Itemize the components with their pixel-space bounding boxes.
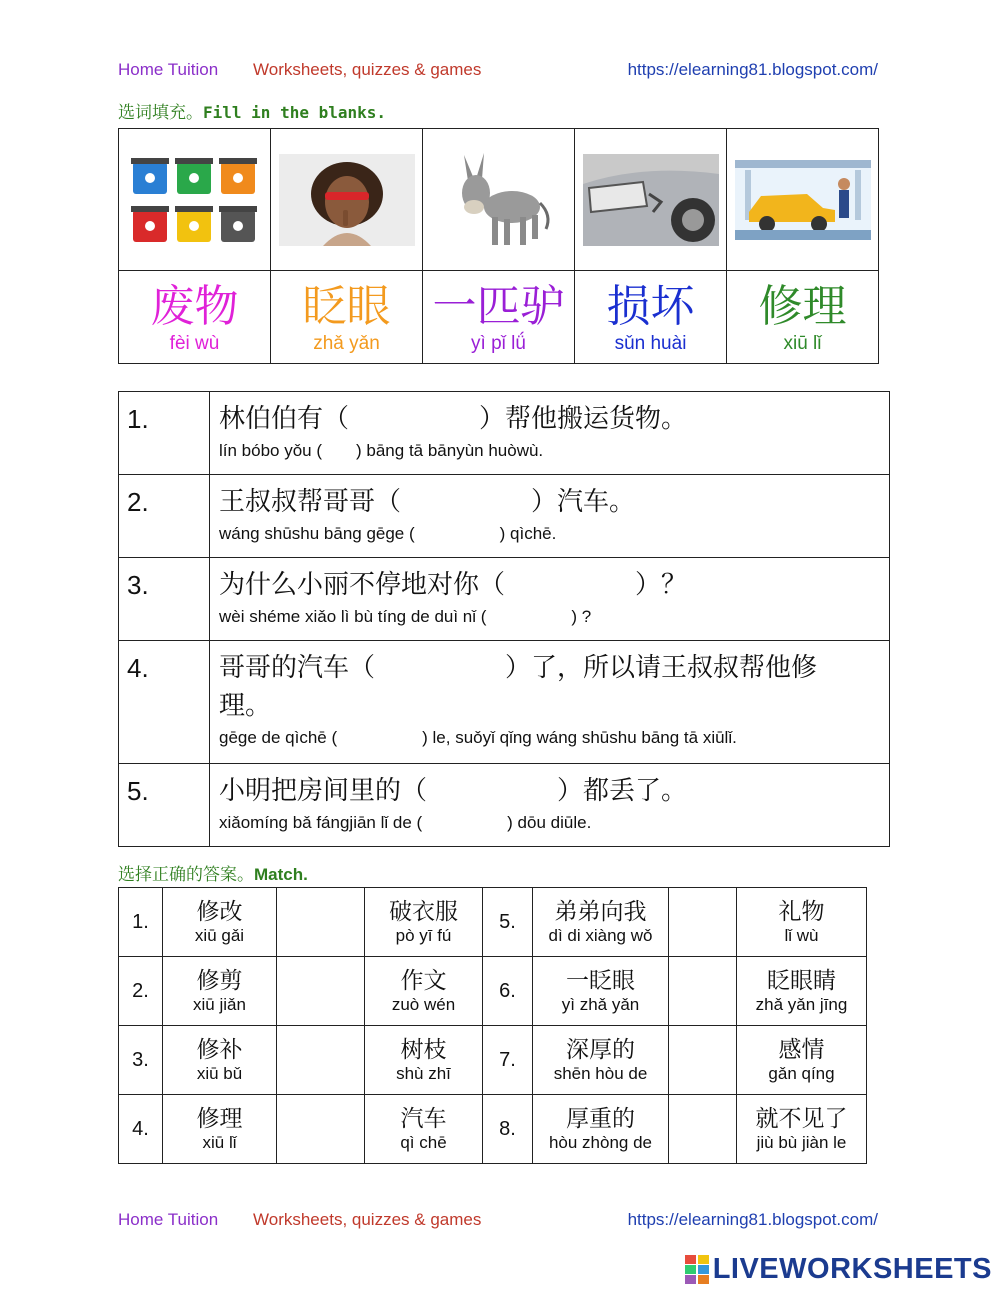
worksheets-link[interactable]: Worksheets, quizzes & games [253,1210,482,1229]
match-pinyin: pò yī fú [395,926,452,945]
vocab-word: 一匹驴 [432,281,565,332]
match-blank[interactable] [277,1026,365,1095]
match-blank[interactable] [669,888,737,957]
match-blank[interactable] [277,957,365,1026]
liveworksheets-logo-text: LIVEWORKSHEETS [712,1253,992,1285]
match-left-item[interactable] [163,1095,277,1164]
match-pinyin: shēn hòu de [553,1064,648,1083]
worksheets-link[interactable]: Worksheets, quizzes & games [253,60,482,79]
home-tuition-link[interactable]: Home Tuition [118,60,219,79]
match-pinyin: xiū bǔ [196,1064,243,1083]
vocab-pinyin: sǔn huài [614,333,687,354]
match-word: 修理 [196,1105,243,1131]
match-pinyin: shù zhī [396,1064,451,1083]
question-number: 2. [119,475,210,558]
page-header [118,60,878,84]
match-number: 4. [119,1095,163,1164]
question-cell [210,641,890,764]
vocab-word-cell-3 [423,271,575,364]
match-blank[interactable] [669,957,737,1026]
match-pinyin: zuò wén [391,995,456,1014]
match-pinyin: lǐ wù [784,926,819,945]
match-left-item[interactable] [163,888,277,957]
question-pinyin: gēge de qìchē ( ) le, suǒyǐ qǐng wáng shūshu bāng tā xiūlǐ. [219,728,737,747]
section-title-fill [118,98,386,123]
vocab-picture-cell [727,129,879,271]
match-pinyin: gǎn qíng [768,1064,835,1083]
page-footer [118,1210,878,1234]
match-word: 一眨眼 [566,967,635,993]
match-right-item[interactable] [365,957,483,1026]
question-number: 1. [119,392,210,475]
vocab-word: 废物 [150,281,239,332]
match-number: 2. [119,957,163,1026]
match-left-item[interactable] [533,957,669,1026]
match-number: 3. [119,1026,163,1095]
match-number: 1. [119,888,163,957]
match-right-item[interactable] [737,1095,867,1164]
match-pinyin: jiù bù jiàn le [756,1133,847,1152]
question-number: 3. [119,558,210,641]
match-number: 5. [483,888,533,957]
vocab-pinyin: yì pǐ lǘ [471,333,526,354]
match-left-item[interactable] [163,957,277,1026]
match-pinyin: xiū jiǎn [193,995,246,1014]
match-blank[interactable] [669,1026,737,1095]
vocab-word: 眨眼 [302,281,391,332]
match-left-item[interactable] [163,1026,277,1095]
vocab-picture-cell [575,129,727,271]
vocab-pinyin: zhǎ yǎn [313,333,380,354]
match-number: 7. [483,1026,533,1095]
vocab-word: 修理 [758,281,847,332]
section-title-fill-zh: 选词填充。 [118,103,203,122]
match-word: 修补 [196,1036,243,1062]
question-cell [210,764,890,847]
question-cell [210,392,890,475]
home-tuition-link[interactable]: Home Tuition [118,1210,219,1229]
fill-blanks-table [118,391,890,847]
winking-woman-icon [279,154,415,246]
match-word: 修改 [196,898,243,924]
match-left-item[interactable] [533,1095,669,1164]
match-left-item[interactable] [533,1026,669,1095]
vocab-picture-cell [119,129,271,271]
car-repair-icon [735,160,871,240]
match-right-item[interactable] [737,1026,867,1095]
match-blank[interactable] [277,888,365,957]
section-title-match-en: Match. [254,865,308,884]
question-pinyin: xiǎomíng bǎ fángjiān lǐ de ( ) dōu diūle. [219,813,592,832]
vocab-picture-cell [271,129,423,271]
match-pinyin: zhǎ yǎn jīng [755,995,848,1014]
question-number: 4. [119,641,210,764]
match-word: 破衣服 [389,898,458,924]
question-cell [210,475,890,558]
match-pinyin: xiū gǎi [194,926,245,945]
donkey-icon [444,145,554,255]
match-word: 厚重的 [566,1105,635,1131]
match-right-item[interactable] [365,1095,483,1164]
question-sentence: 小明把房间里的（ ）都丢了。 [219,776,688,806]
section-title-match-zh: 选择正确的答案。 [118,865,254,884]
section-title-fill-en: Fill in the blanks. [203,103,387,122]
match-word: 作文 [400,967,447,993]
match-pinyin: yì zhǎ yǎn [561,995,640,1014]
question-sentence: 为什么小丽不停地对你（ ）？ [219,570,688,600]
match-word: 就不见了 [755,1105,848,1131]
liveworksheets-logo[interactable] [685,1253,992,1286]
vocab-word-cell-2 [271,271,423,364]
blog-url-link[interactable]: https://elearning81.blogspot.com/ [627,60,878,79]
match-left-item[interactable] [533,888,669,957]
question-sentence: 王叔叔帮哥哥（ ）汽车。 [219,487,636,517]
vocab-word-cell-4 [575,271,727,364]
match-pinyin: hòu zhòng de [548,1133,653,1152]
question-cell [210,558,890,641]
question-sentence: 哥哥的汽车（ ）了，所以请王叔叔帮他修理。 [219,653,818,721]
question-number: 5. [119,764,210,847]
match-word: 汽车 [400,1105,447,1131]
vocab-pinyin: xiū lǐ [783,333,822,354]
match-word: 感情 [778,1036,825,1062]
match-pinyin: dì di xiàng wǒ [548,926,653,945]
match-word: 眨眼睛 [767,967,836,993]
vocab-picture-cell [423,129,575,271]
match-word: 树枝 [400,1036,447,1062]
match-right-item[interactable] [737,888,867,957]
question-pinyin: wáng shūshu bāng gēge ( ) qìchē. [219,524,557,543]
match-word: 深厚的 [566,1036,635,1062]
recycle-bins-icon [125,150,265,250]
match-blank[interactable] [277,1095,365,1164]
vocab-word-cell-5 [727,271,879,364]
question-pinyin: wèi shéme xiǎo lì bù tíng de duì nǐ ( ) ? [219,607,592,626]
match-right-item[interactable] [365,888,483,957]
section-title-match [118,860,308,885]
vocab-word-cell-1 [119,271,271,364]
match-blank[interactable] [669,1095,737,1164]
match-right-item[interactable] [365,1026,483,1095]
match-word: 弟弟向我 [554,898,647,924]
match-word: 修剪 [196,967,243,993]
match-table [118,887,867,1164]
vocab-pinyin: fèi wù [169,333,220,354]
liveworksheets-logo-icon [685,1255,709,1285]
match-right-item[interactable] [737,957,867,1026]
vocab-table [118,128,879,364]
question-sentence: 林伯伯有（ ）帮他搬运货物。 [219,404,688,434]
question-pinyin: lín bóbo yǒu ( ) bāng tā bānyùn huòwù. [219,441,544,460]
vocab-word: 损坏 [606,281,695,332]
damaged-car-icon [583,154,719,246]
match-word: 礼物 [778,898,825,924]
match-pinyin: qì chē [400,1133,447,1152]
match-number: 8. [483,1095,533,1164]
match-pinyin: xiū lǐ [202,1133,237,1152]
match-number: 6. [483,957,533,1026]
blog-url-link[interactable]: https://elearning81.blogspot.com/ [627,1210,878,1229]
